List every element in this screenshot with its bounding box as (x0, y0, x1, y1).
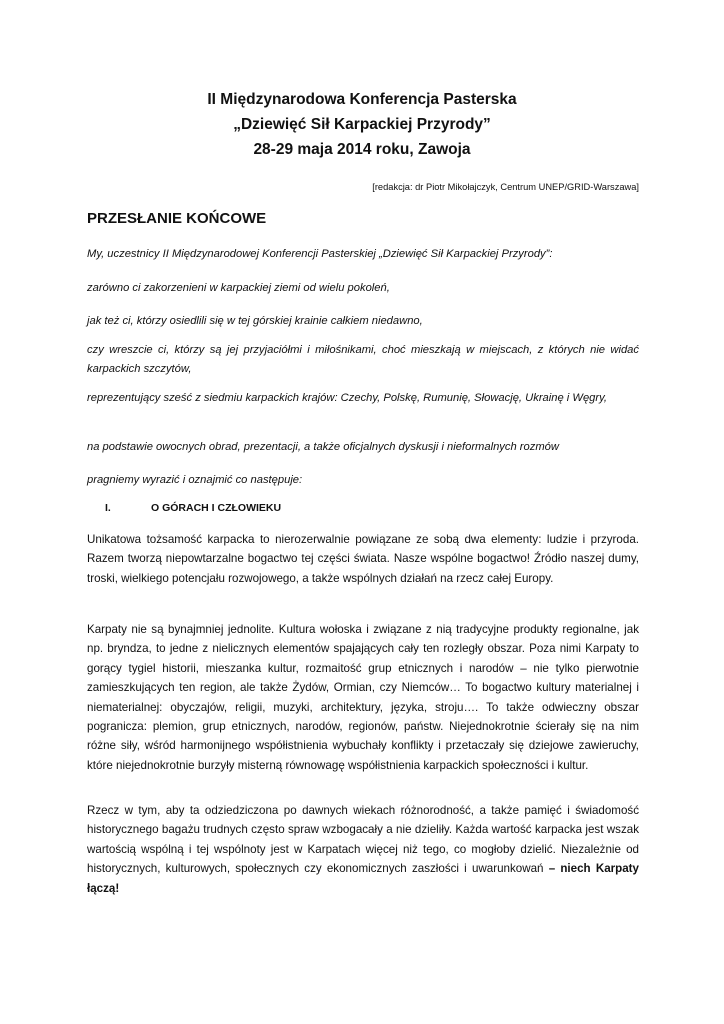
part-title: O GÓRACH I CZŁOWIEKU (151, 502, 282, 514)
part-heading (105, 502, 281, 514)
intro-line-2: zarówno ci zakorzenieni w karpackiej ziemi od wielu pokoleń, (87, 282, 390, 294)
intro-line-4: czy wreszcie ci, którzy są jej przyjaciółmi i miłośnikami, choć mieszkają w miejscach, z których nie widać karpackich szczytów, (87, 344, 639, 375)
intro-line-1: My, uczestnicy II Międzynarodowej Konferencji Pasterskiej „Dziewięć Sił Karpackiej Przyrody”: (87, 248, 553, 260)
intro-line-6: na podstawie owocnych obrad, prezentacji, a także oficjalnych dyskusji i nieformalnych rozmów (87, 441, 559, 453)
editor-note: [redakcja: dr Piotr Mikołajczyk, Centrum UNEP/GRID-Warszawa] (372, 182, 639, 192)
paragraph-3 (87, 801, 639, 898)
paragraph-3-text: Rzecz w tym, aby ta odziedziczona po dawnych wiekach różnorodność, a także pamięć i świadomość historycznego bagażu trudnych często spraw wzbogacały a nie dzieliły. Każda wartość karpacka jest wszak wartością wspólną i tej wspólnoty jest w Karpatach więcej niż tego, co mogłoby dzielić. Niezależnie od historycznych, kulturowych, społecznych czy ekonomicznych zaszłości i uwarunkowań (87, 804, 639, 876)
intro-line-3: jak też ci, którzy osiedlili się w tej górskiej krainie całkiem niedawno, (87, 315, 423, 327)
intro-line-7: pragniemy wyrazić i oznajmić co następuje: (87, 474, 303, 486)
title-line-3: 28-29 maja 2014 roku, Zawoja (253, 141, 471, 158)
conference-title (87, 87, 637, 162)
part-number: I. (105, 502, 111, 514)
closing-slogan: – niech Karpaty łączą! (87, 862, 639, 895)
section-heading: PRZESŁANIE KOŃCOWE (87, 210, 267, 227)
title-line-1: II Międzynarodowa Konferencja Pasterska (207, 91, 517, 108)
paragraph-1: Unikatowa tożsamość karpacka to nierozerwalnie powiązane ze sobą dwa elementy: ludzie i przyroda. Razem tworzą niepowtarzalne bogactwo tej części świata. Nasze wspólne bogactwo! Źródło naszej dumy, troski, wielkiego potencjału rozwojowego, a także wspólnych działań na rzecz całej Europy. (87, 533, 639, 585)
paragraph-2: Karpaty nie są bynajmniej jednolite. Kultura wołoska i związane z nią tradycyjne produkty regionalne, jak np. bryndza, to jedne z nielicznych elementów spajających cały ten rozległy obszar. Poza nimi Karpaty to gorący tygiel historii, mieszanka kultur, rozmaitość grup etnicznych i narodów – nie tylko pierwotnie zamieszkujących ten region, ale także Żydów, Ormian, czy Niemców… To bogactwo kultury materialnej i niematerialnej: obyczajów, religii, muzyki, architektury, języka, stroju…. To także odwieczny obszar pogranicza: plemion, grup etnicznych, narodów, regionów, państw. Niejednokrotnie ścierały się na nim różne siły, wśród harmonijnego współistnienia wybuchały konflikty i przetaczały się dziejowe zawieruchy, które niejednokrotnie burzyły misterną równowagę współistnienia karpackich społeczności i kultur. (87, 623, 639, 772)
intro-line-5: reprezentujący sześć z siedmiu karpackich krajów: Czechy, Polskę, Rumunię, Słowację, Ukrainę i Węgry, (87, 392, 607, 404)
title-line-2: „Dziewięć Sił Karpackiej Przyrody” (233, 116, 491, 133)
